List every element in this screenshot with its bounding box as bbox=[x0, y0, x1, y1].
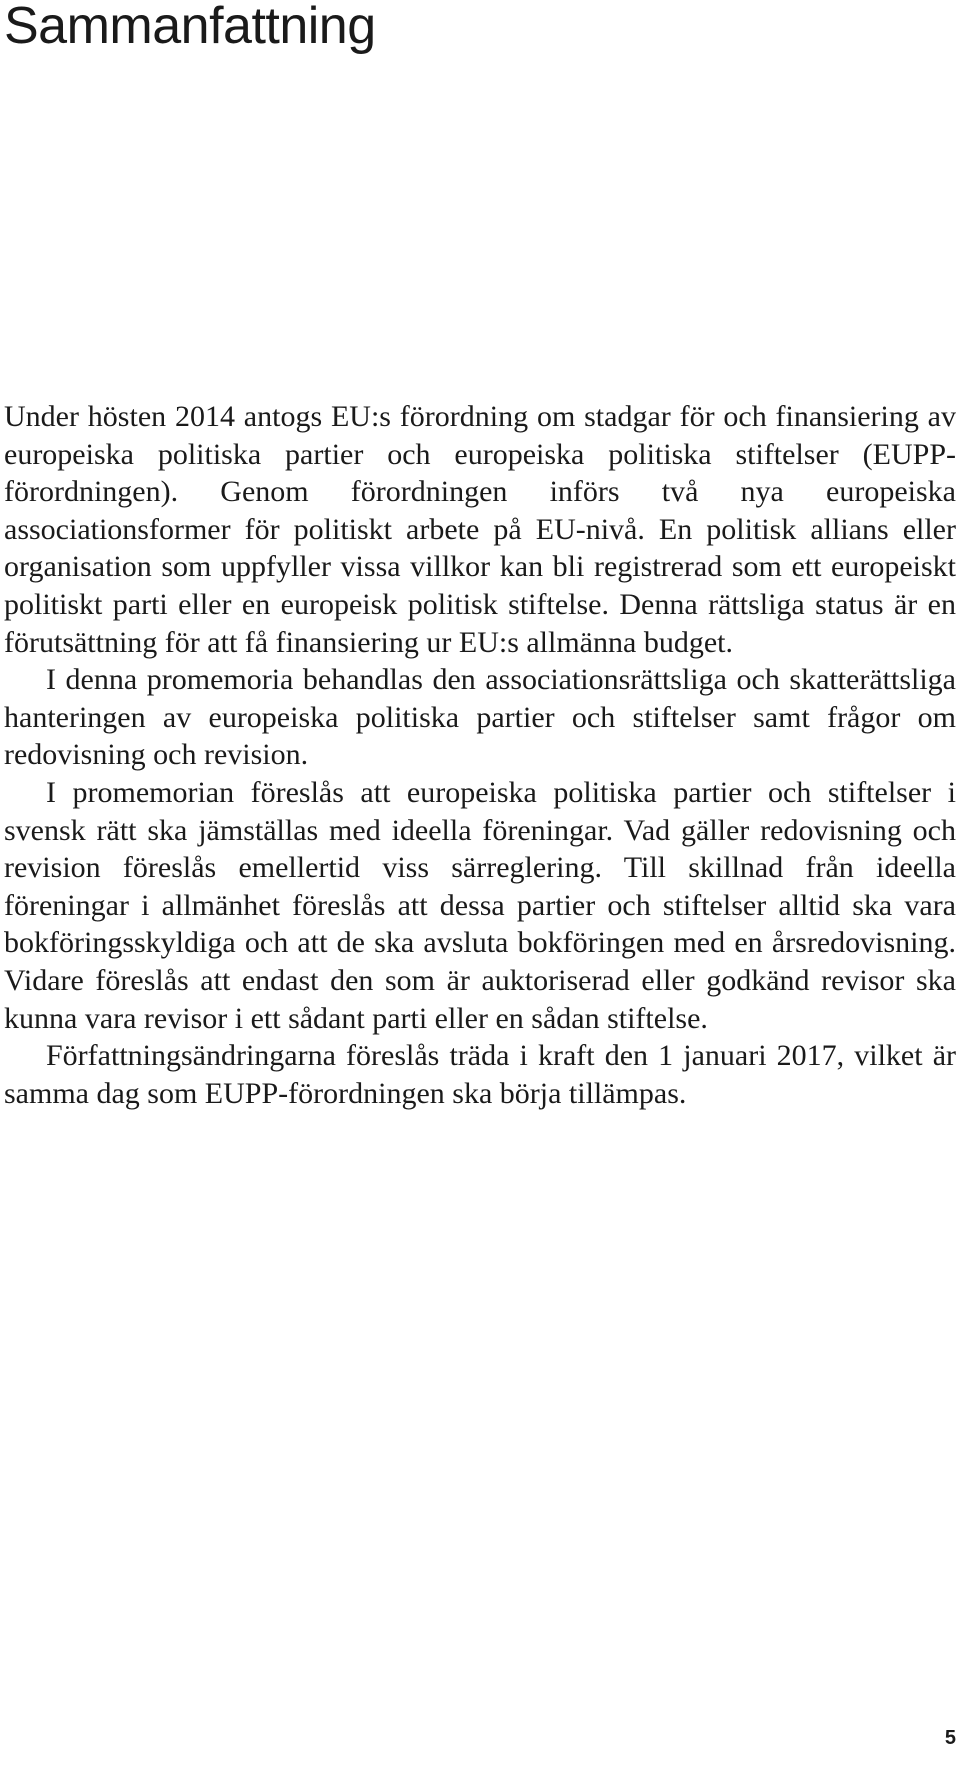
paragraph-intro: Under hösten 2014 antogs EU:s förordning om stadgar för och finansiering av europeiska politiska partier och europeiska politiska stiftelser (EUPP-förordningen). Genom förordningen införs två nya europeiska associationsformer för politiskt arbete på EU-nivå. En politisk allians eller organisation som uppfyller vissa villkor kan bli registrerad som ett europeiskt politiskt parti eller en europeisk politisk stiftelse. Denna rättsliga status är en förutsättning för att få finansiering ur EU:s allmänna budget. bbox=[4, 400, 956, 659]
paragraph-scope: I denna promemoria behandlas den associationsrättsliga och skatterättsliga hanteringen av europeiska politiska partier och stiftelser samt frågor om redovisning och revision. bbox=[4, 663, 956, 772]
paragraph-effective-date: Författningsändringarna föreslås träda i kraft den 1 januari 2017, vilket är samma dag som EUPP-förordningen ska börja tillämpas. bbox=[4, 1039, 956, 1110]
page-title: Sammanfattning bbox=[4, 0, 376, 55]
summary-body bbox=[4, 398, 956, 1112]
page-number: 5 bbox=[944, 1727, 956, 1749]
paragraph-proposal: I promemorian föreslås att europeiska politiska partier och stiftelser i svensk rätt ska jämställas med ideella föreningar. Vad gäller redovisning och revision föreslås emellertid viss särreglering. Till skillnad från ideella föreningar i allmänhet föreslås att dessa partier och stiftelser alltid ska vara bokföringsskyldiga och att de ska avsluta bokföringen med en årsredovisning. Vidare föreslås att endast den som är auktoriserad eller godkänd revisor ska kunna vara revisor i ett sådant parti eller en sådan stiftelse. bbox=[4, 775, 956, 1035]
